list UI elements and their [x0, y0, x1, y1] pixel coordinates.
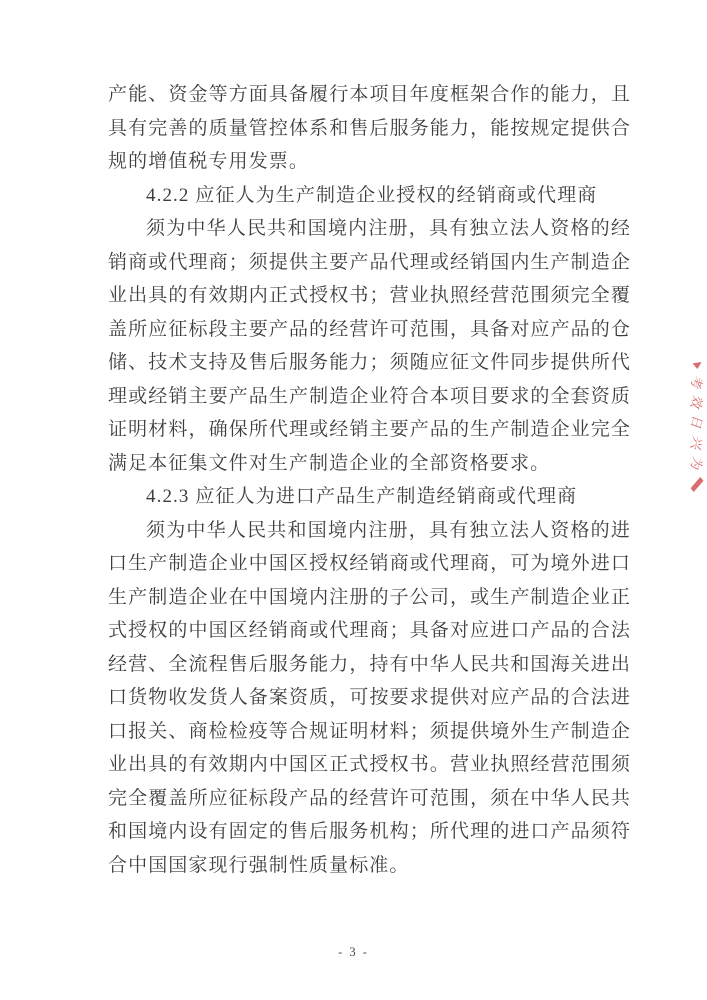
seal-character: 兴: [688, 434, 706, 453]
paragraph-import-dealer-requirements: 须为中华人民共和国境内注册，具有独立法人资格的进口生产制造企业中国区授权经销商或代理商，可为境外进口生产制造企业在中国境内注册的子公司，或生产制造企业正式授权的中国区经销商或代理商；具备对应进口产品的合法经营、全流程售后服务能力，持有中华人民共和国海关进出口货物收发货人备案资质，可按要求提供对应产品的合法进口报关、商检检疫等合规证明材料；须提供境外生产制造企业出具的有效期内中国区正式授权书。营业执照经营范围须完全覆盖所应征标段产品的经营许可范围，须在中华人民共和国境内设有固定的售后服务机构；所代理的进口产品须符合中国国家现行强制性质量标准。: [108, 519, 631, 876]
page-number: - 3 -: [338, 945, 369, 959]
seal-character: 考: [688, 373, 706, 392]
seal-character: 效: [688, 393, 706, 412]
section-heading-4-2-3: 4.2.3 应征人为进口产品生产制造经销商或代理商: [146, 486, 578, 507]
section-heading-4-2-2: 4.2.2 应征人为生产制造企业授权的经销商或代理商: [146, 184, 598, 206]
official-seal-fragment: [684, 362, 707, 492]
document-text-block: [108, 78, 631, 882]
seal-border-mark-icon: [693, 362, 702, 369]
seal-character: 日: [688, 414, 706, 432]
seal-border-mark-icon: [691, 477, 704, 492]
paragraph-domestic-dealer-requirements: 须为中华人民共和国境内注册，具有独立法人资格的经销商或代理商；须提供主要产品代理或经销国内生产制造企业出具的有效期内正式授权书；营业执照经营范围须完全覆盖所应征标段主要产品的经营许可范围，具备对应产品的仓储、技术支持及售后服务能力；须随应征文件同步提供所代理或经销主要产品生产制造企业符合本项目要求的全套资质证明材料，确保所代理或经销主要产品的生产制造企业完全满足本征集文件对生产制造企业的全部资格要求。: [108, 218, 631, 474]
seal-character: 为: [688, 454, 706, 473]
paragraph-continuation: 产能、资金等方面具备履行本项目年度框架合作的能力，且具有完善的质量管控体系和售后服务能力，能按规定提供合规的增值税专用发票。: [108, 84, 631, 172]
